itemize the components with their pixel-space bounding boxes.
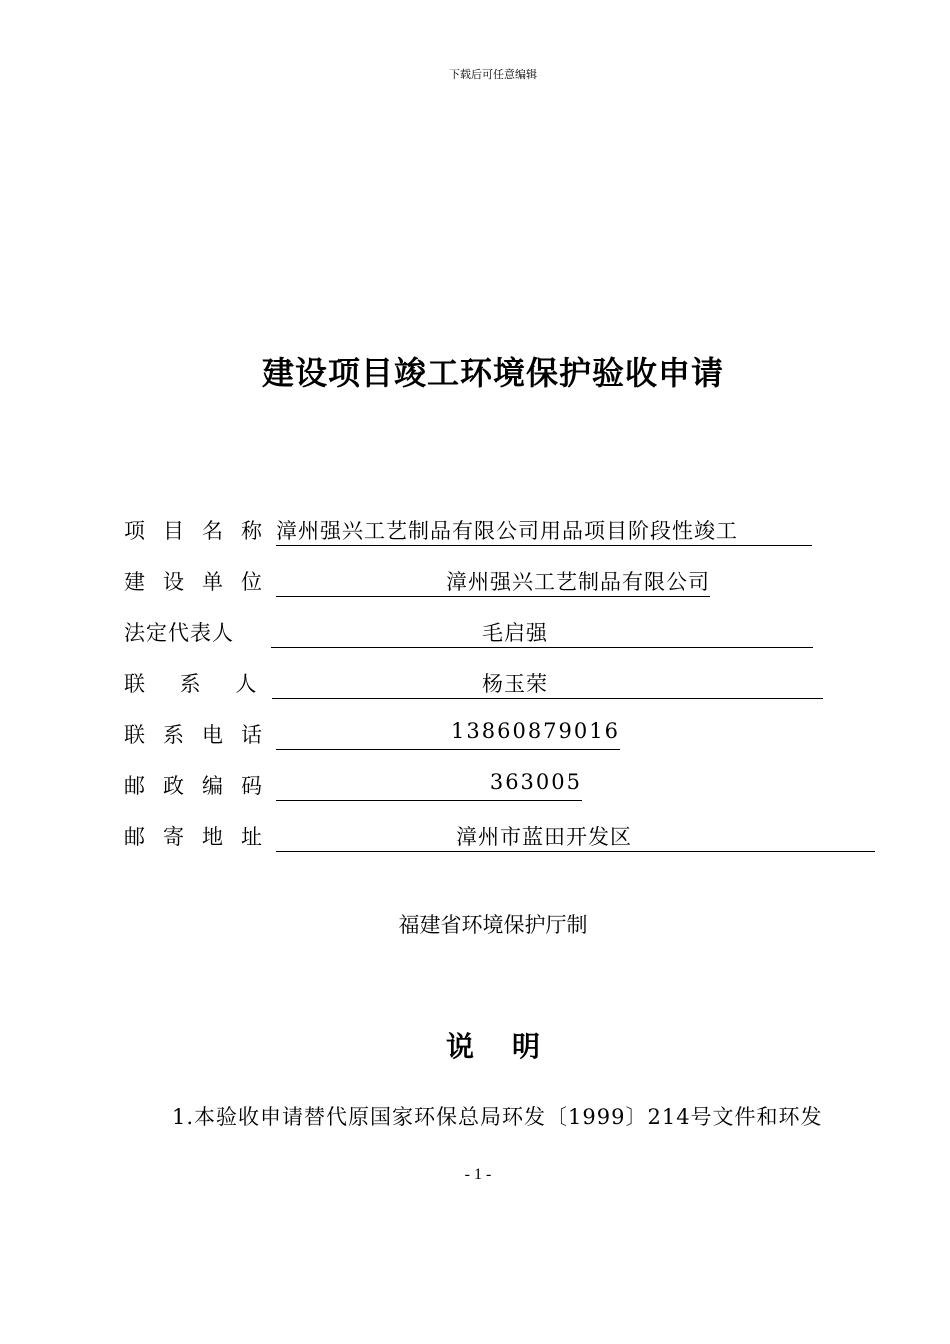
instruction-paragraph: 1.本验收申请替代原国家环保总局环发〔1999〕214号文件和环发 [172, 1105, 823, 1129]
field-label: 联系电话 [124, 723, 280, 747]
field-label: 邮政编码 [124, 774, 280, 798]
document-title: 建设项目竣工环境保护验收申请 [261, 354, 724, 392]
field-value: 13860879016 [276, 719, 620, 750]
field-value: 363005 [276, 770, 582, 801]
header-note: 下载后可任意编辑 [449, 68, 537, 81]
field-value: 漳州市蓝田开发区 [276, 821, 875, 852]
issuing-organization: 福建省环境保护厅制 [398, 913, 588, 937]
field-label: 建设单位 [124, 570, 280, 594]
field-value: 漳州强兴工艺制品有限公司 [276, 566, 710, 597]
field-label: 邮寄地址 [124, 825, 280, 849]
field-label: 联 系 人 [124, 672, 271, 696]
field-label: 法定代表人 [124, 621, 234, 645]
page-number: - 1 - [464, 1166, 492, 1183]
field-label: 项目名称 [124, 519, 280, 543]
section-title: 说明 [445, 1030, 578, 1063]
field-value: 漳州强兴工艺制品有限公司用品项目阶段性竣工 [276, 515, 812, 546]
field-value: 杨玉荣 [272, 668, 823, 699]
field-value: 毛启强 [271, 617, 813, 648]
